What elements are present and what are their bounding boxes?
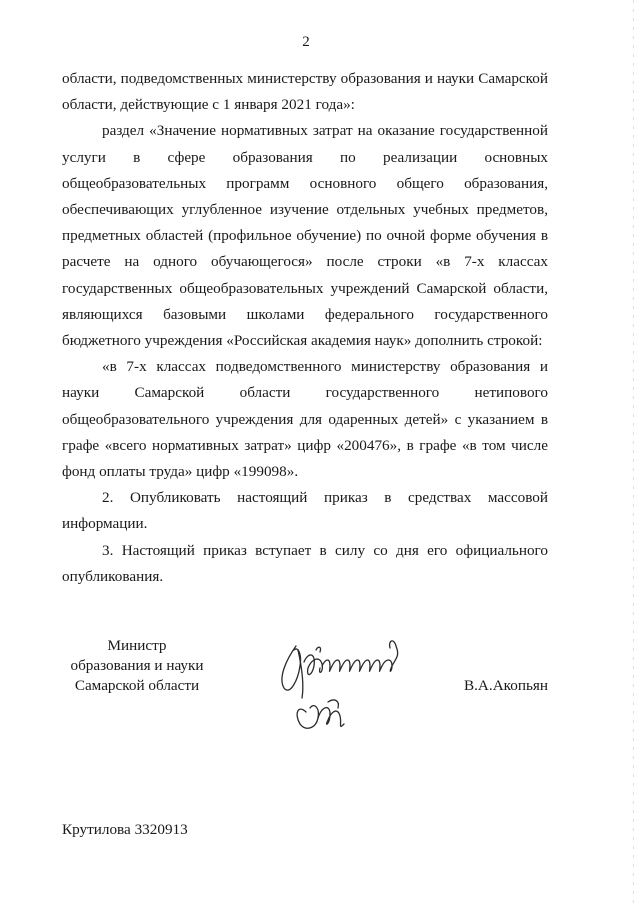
scan-edge-divider [633, 0, 634, 905]
signatory-name: В.А.Акопьян [464, 677, 549, 694]
document-body [62, 66, 548, 590]
paragraph-item-2-publish: 2. Опубликовать настоящий приказ в средствах массовой информации. [62, 489, 548, 533]
signatory-title-line: образования и науки [70, 657, 204, 674]
paragraph-continuation: области, подведомственных министерству образования и науки Самарской области, действующие с 1 января 2021 года»: [62, 70, 548, 114]
signatory-title [62, 636, 212, 696]
page-number: 2 [302, 34, 310, 50]
executor-contact: Крутилова 3320913 [62, 821, 188, 838]
paragraph-section-amendment: раздел «Значение нормативных затрат на оказание государственной услуги в сфере образования по реализации основных общеобразовательных программ основного общего образования, обеспечивающих углубленное изучение отдельных учебных предметов, предметных областей (профильное обучение) по очной форме обучения в расчете на одного обучающегося» после строки «в 7-х классах государственных общеобразовательных учреждений Самарской области, являющихся базовыми школами федерального государственного бюджетного учреждения «Российская академия наук» дополнить строкой: [62, 122, 548, 350]
paragraph-item-3-effective: 3. Настоящий приказ вступает в силу со дня его официального опубликования. [62, 541, 548, 585]
signatory-title-line: Министр [107, 637, 167, 654]
signatory-title-line: Самарской области [74, 677, 200, 694]
handwritten-signature [268, 616, 414, 744]
paragraph-new-row: «в 7-х классах подведомственного министерству образования и науки Самарской области государственного нетипового общеобразовательного учреждения для одаренных детей» с указанием в графе «всего нормативных затрат» цифр «200476», в графе «в том числе фонд оплаты труда» цифр «199098». [62, 358, 548, 481]
